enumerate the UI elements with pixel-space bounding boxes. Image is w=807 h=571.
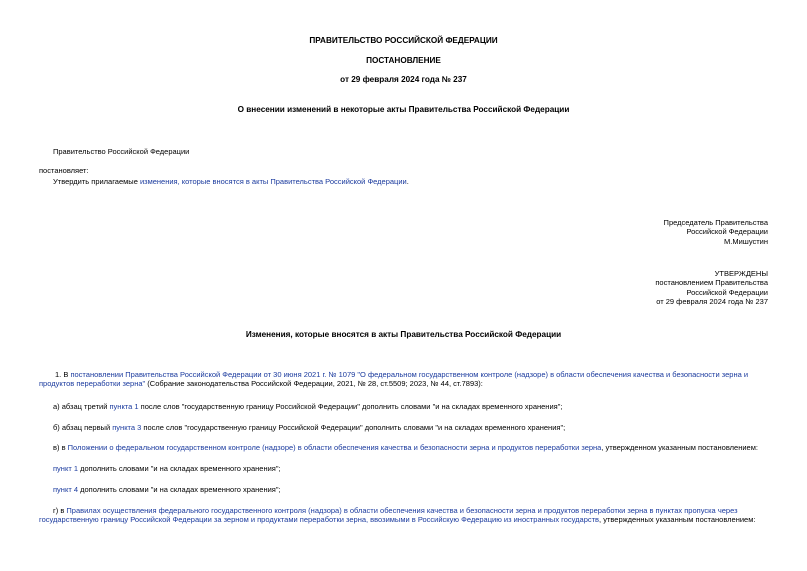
body-line-government: Правительство Российской Федерации (53, 147, 190, 156)
pv-suffix: , утвержденном указанным постановлением: (601, 443, 758, 452)
signature-line-2: Российской Федерации (686, 227, 768, 237)
doc-title: О внесении изменений в некоторые акты Правительства Российской Федерации (237, 105, 570, 114)
body-line-decrees: постановляет: (39, 166, 89, 175)
approved-line-1: УТВЕРЖДЕНЫ (714, 269, 768, 278)
paragraph-v (53, 443, 768, 452)
p1-suffix: (Собрание законодательства Российской Федерации, 2021, № 28, ст.5509; 2023, № 44, ст.7893): (145, 379, 483, 389)
pv4-suffix: дополнить словами "и на складах временного хранения"; (78, 485, 281, 494)
signature-line-3: М.Мишустин (724, 236, 768, 246)
government-name: ПРАВИТЕЛЬСТВО РОССИЙСКОЙ ФЕДЕРАЦИИ (309, 36, 498, 45)
pa-suffix: после слов "государственную границу Российской Федерации" дополнить словами "и на складах временного хранения"; (138, 402, 563, 411)
p1-prefix: 1. В (55, 370, 71, 379)
pg-prefix: г) в (53, 506, 67, 515)
doc-date-number: от 29 февраля 2024 года № 237 (340, 75, 467, 84)
approved-line-4: от 29 февраля 2024 года № 237 (656, 297, 768, 307)
pb-link[interactable]: пункта 3 (112, 423, 142, 432)
paragraph-g (39, 506, 768, 525)
changes-title: Изменения, которые вносятся в акты Правительства Российской Федерации (245, 330, 562, 339)
approve-suffix: . (406, 177, 409, 186)
approved-line-3: Российской Федерации (686, 287, 768, 297)
signature-block (664, 218, 768, 246)
pa-prefix: а) абзац третий (53, 402, 110, 411)
pv-prefix: в) в (53, 443, 68, 452)
pg-link[interactable]: Правилах осуществления федерального государственного контроля (надзора) в области обеспечения качества и безопасности зерна и продуктов переработки зерна в пунктах пропуска через государственную границу Российской Федерации за зерном и продуктами переработки зерна, ввозимыми в Российскую Федерацию из иностранных государств (39, 506, 738, 525)
pv1-suffix: дополнить словами "и на складах временного хранения"; (78, 464, 281, 473)
approved-block (655, 269, 768, 307)
pa-link[interactable]: пункта 1 (109, 402, 139, 411)
pg-suffix: , утвержденных указанным постановлением: (599, 515, 756, 525)
pv-link[interactable]: Положении о федеральном государственном контроле (надзоре) в области обеспечения качества и безопасности зерна и продуктов переработки зерна (67, 443, 602, 452)
pv1-link[interactable]: пункт 1 (53, 464, 79, 473)
paragraph-1 (39, 370, 768, 389)
p1-link[interactable]: постановлении Правительства Российской Федерации от 30 июня 2021 г. № 1079 "О федеральном государственном контроле (надзоре) в области обеспечения качества и безопасности зерна и продуктов переработки зерна" (39, 370, 749, 389)
approve-paragraph (53, 177, 409, 186)
signature-line-1: Председатель Правительства (663, 218, 768, 227)
approved-line-2: постановлением Правительства (655, 278, 768, 288)
approve-prefix: Утвердить прилагаемые (53, 177, 140, 186)
approve-link[interactable]: изменения, которые вносятся в акты Правительства Российской Федерации (139, 177, 407, 186)
paragraph-a (53, 402, 768, 411)
pv4-link[interactable]: пункт 4 (53, 485, 79, 494)
paragraph-v-point-4 (53, 485, 768, 494)
paragraph-v-point-1 (53, 464, 768, 473)
pb-suffix: после слов "государственную границу Российской Федерации" дополнить словами "и на складах временного хранения"; (141, 423, 566, 432)
pb-prefix: б) абзац первый (53, 423, 113, 432)
doc-type: ПОСТАНОВЛЕНИЕ (366, 56, 441, 65)
paragraph-b (53, 423, 768, 432)
